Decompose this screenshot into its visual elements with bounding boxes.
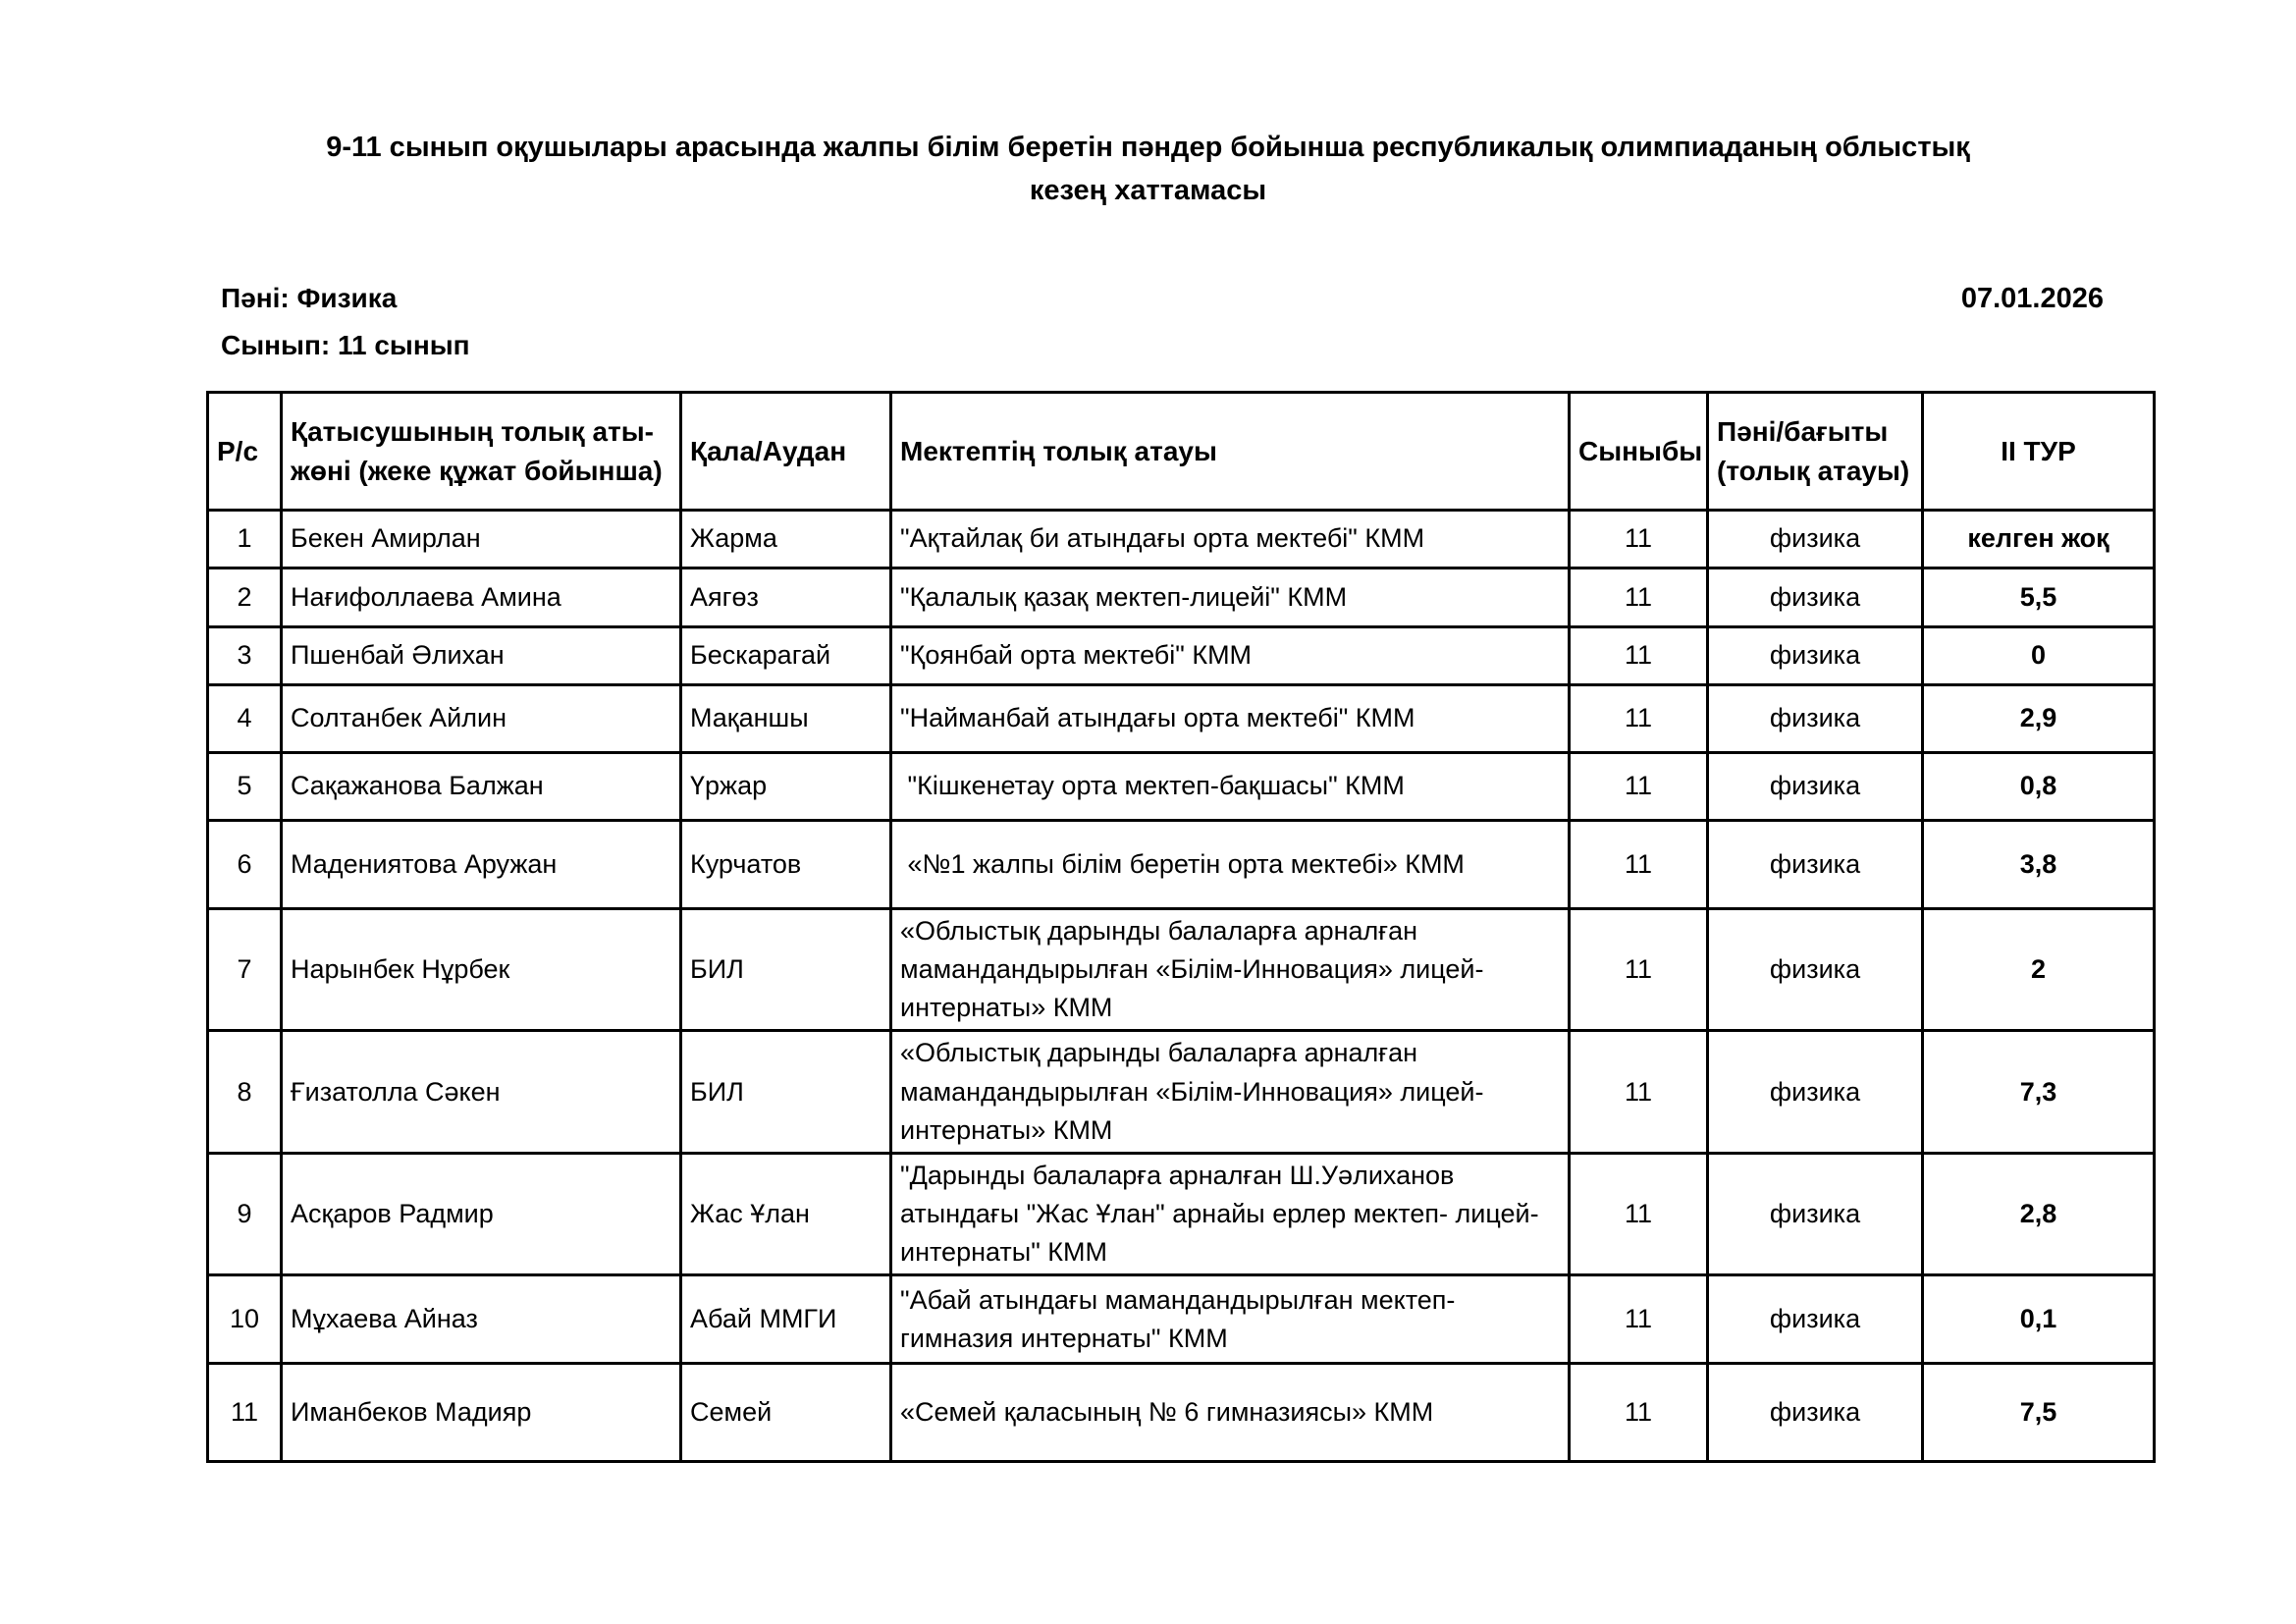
cell-score: 2 (1923, 909, 2155, 1031)
table-row (208, 685, 2155, 753)
cell-num: 10 (208, 1275, 282, 1364)
cell-name: Пшенбай Әлихан (282, 627, 681, 685)
cell-city: БИЛ (681, 1031, 891, 1153)
cell-city: Жас Ұлан (681, 1153, 891, 1274)
cell-score: 7,3 (1923, 1031, 2155, 1153)
cell-num: 1 (208, 511, 282, 568)
table-row (208, 909, 2155, 1031)
cell-city: Жарма (681, 511, 891, 568)
column-header-5: Пәні/бағыты (толық атауы) (1708, 393, 1923, 511)
cell-subject: физика (1708, 1153, 1923, 1274)
cell-school: "Найманбай атындағы орта мектебі" КММ (891, 685, 1570, 753)
table-row (208, 1031, 2155, 1153)
cell-city: Үржар (681, 753, 891, 821)
cell-school: "Абай атындағы мамандандырылған мектеп-гимназия интернаты" КММ (891, 1275, 1570, 1364)
cell-num: 4 (208, 685, 282, 753)
cell-grade: 11 (1570, 1275, 1708, 1364)
cell-subject: физика (1708, 1275, 1923, 1364)
cell-name: Ғизатолла Сәкен (282, 1031, 681, 1153)
cell-grade: 11 (1570, 821, 1708, 909)
table-row (208, 627, 2155, 685)
cell-score: 7,5 (1923, 1364, 2155, 1462)
cell-city: Курчатов (681, 821, 891, 909)
cell-grade: 11 (1570, 909, 1708, 1031)
cell-subject: физика (1708, 821, 1923, 909)
column-header-6: II ТУР (1923, 393, 2155, 511)
cell-subject: физика (1708, 568, 1923, 627)
table-body (208, 511, 2155, 1462)
cell-school: «Облыстық дарынды балаларға арналған мамандандырылған «Білім-Инновация» лицей-интернаты» КММ (891, 1031, 1570, 1153)
table-row (208, 511, 2155, 568)
table-row (208, 568, 2155, 627)
page-title-line1: 9-11 сынып оқушылары арасында жалпы білім беретін пәндер бойынша республикалық олимпиаданың облыстық (326, 132, 1970, 163)
cell-score: 2,8 (1923, 1153, 2155, 1274)
cell-city: Мақаншы (681, 685, 891, 753)
cell-subject: физика (1708, 753, 1923, 821)
cell-grade: 11 (1570, 511, 1708, 568)
cell-subject: физика (1708, 685, 1923, 753)
cell-num: 9 (208, 1153, 282, 1274)
table-row (208, 1275, 2155, 1364)
cell-grade: 11 (1570, 627, 1708, 685)
cell-grade: 11 (1570, 685, 1708, 753)
cell-city: Абай ММГИ (681, 1275, 891, 1364)
cell-subject: физика (1708, 1364, 1923, 1462)
cell-school: "Қалалық қазақ мектеп-лицейі" КММ (891, 568, 1570, 627)
subject-line: Пәні: Физика (221, 283, 398, 313)
cell-score: 5,5 (1923, 568, 2155, 627)
cell-city: Бескарагай (681, 627, 891, 685)
cell-name: Иманбеков Мадияр (282, 1364, 681, 1462)
table-header-row (208, 393, 2155, 511)
cell-grade: 11 (1570, 1364, 1708, 1462)
cell-school: «Семей қаласының № 6 гимназиясы» КММ (891, 1364, 1570, 1462)
cell-num: 11 (208, 1364, 282, 1462)
cell-num: 5 (208, 753, 282, 821)
document-date: 07.01.2026 (1960, 283, 2104, 314)
cell-num: 2 (208, 568, 282, 627)
cell-city: БИЛ (681, 909, 891, 1031)
cell-school: "Ақтайлақ би атындағы орта мектебі" КММ (891, 511, 1570, 568)
results-table (206, 391, 2156, 1463)
cell-score: келген жоқ (1923, 511, 2155, 568)
meta-block (221, 283, 470, 377)
cell-grade: 11 (1570, 568, 1708, 627)
cell-subject: физика (1708, 511, 1923, 568)
cell-score: 0 (1923, 627, 2155, 685)
cell-num: 3 (208, 627, 282, 685)
cell-school: "Дарынды балаларға арналған Ш.Уәлиханов атындағы "Жас Ұлан" арнайы ерлер мектеп- лицей-интернаты" КММ (891, 1153, 1570, 1274)
cell-name: Бекен Амирлан (282, 511, 681, 568)
table-row (208, 821, 2155, 909)
column-header-1: Қатысушының толық аты-жөні (жеке құжат бойынша) (282, 393, 681, 511)
cell-subject: физика (1708, 627, 1923, 685)
cell-name: Мұхаева Айназ (282, 1275, 681, 1364)
cell-name: Асқаров Радмир (282, 1153, 681, 1274)
cell-school: «Облыстық дарынды балаларға арналған мамандандырылған «Білім-Инновация» лицей-интернаты» КММ (891, 909, 1570, 1031)
cell-score: 3,8 (1923, 821, 2155, 909)
cell-grade: 11 (1570, 1031, 1708, 1153)
cell-subject: физика (1708, 1031, 1923, 1153)
cell-school: «№1 жалпы білім беретін орта мектебі» КММ (891, 821, 1570, 909)
table-row (208, 1153, 2155, 1274)
cell-grade: 11 (1570, 1153, 1708, 1274)
grade-line: Сынып: 11 сынып (221, 330, 470, 360)
cell-city: Аягөз (681, 568, 891, 627)
table-row (208, 753, 2155, 821)
cell-num: 8 (208, 1031, 282, 1153)
cell-name: Солтанбек Айлин (282, 685, 681, 753)
cell-score: 0,8 (1923, 753, 2155, 821)
cell-num: 7 (208, 909, 282, 1031)
cell-num: 6 (208, 821, 282, 909)
cell-name: Нағифоллаева Амина (282, 568, 681, 627)
cell-name: Сақажанова Балжан (282, 753, 681, 821)
column-header-0: Р/с (208, 393, 282, 511)
cell-grade: 11 (1570, 753, 1708, 821)
cell-name: Мадениятова Аружан (282, 821, 681, 909)
cell-school: "Қоянбай орта мектебі" КММ (891, 627, 1570, 685)
column-header-3: Мектептің толық атауы (891, 393, 1570, 511)
page-title-line2: кезең хаттамасы (1029, 175, 1267, 206)
cell-city: Семей (681, 1364, 891, 1462)
cell-score: 0,1 (1923, 1275, 2155, 1364)
cell-name: Нарынбек Нұрбек (282, 909, 681, 1031)
cell-subject: физика (1708, 909, 1923, 1031)
table-row (208, 1364, 2155, 1462)
cell-score: 2,9 (1923, 685, 2155, 753)
column-header-2: Қала/Аудан (681, 393, 891, 511)
page-title (0, 126, 2296, 212)
cell-school: "Кішкенетау орта мектеп-бақшасы" КММ (891, 753, 1570, 821)
column-header-4: Сыныбы (1570, 393, 1708, 511)
